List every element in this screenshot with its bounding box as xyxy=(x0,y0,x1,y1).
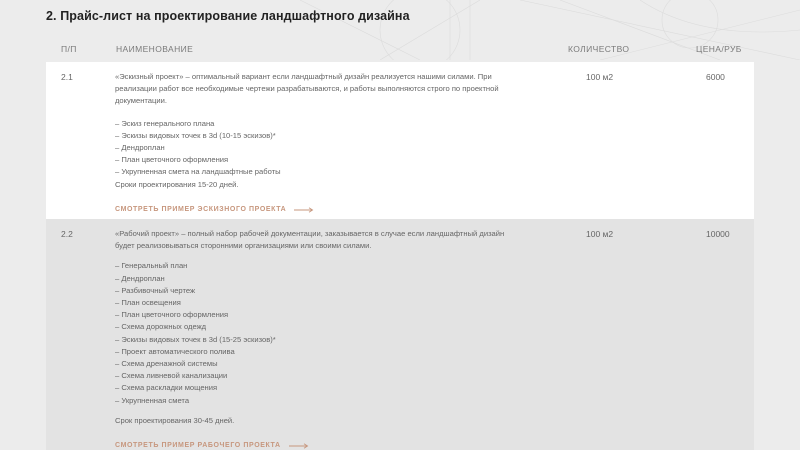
table-row-working-project xyxy=(46,219,754,450)
row-term: Сроки проектирования 15-20 дней. xyxy=(115,179,239,189)
table-row-sketch-project xyxy=(46,62,754,219)
header-name: НАИМЕНОВАНИЕ xyxy=(116,44,194,54)
list-item: – Эскиз генерального плана xyxy=(115,118,215,128)
long-arrow-right-icon xyxy=(289,443,309,449)
row-intro: «Рабочий проект» – полный набор рабочей документации, заказывается в случае если ландшафтный дизайн будет реализовываться сторонними организациями или своими силами. xyxy=(115,229,505,251)
row-items-list xyxy=(115,118,515,179)
view-working-example-link[interactable] xyxy=(115,440,309,450)
row-qty: 100 м2 xyxy=(586,229,614,239)
list-item: – Дендроплан xyxy=(115,143,165,153)
row-description xyxy=(115,71,515,216)
list-item: – Укрупненная смета xyxy=(115,395,190,405)
long-arrow-right-icon xyxy=(294,207,314,213)
list-item: – Схема дренажной системы xyxy=(115,359,218,369)
list-item: – Разбивочный чертеж xyxy=(115,285,196,295)
list-item: – Схема ливневой канализации xyxy=(115,371,228,381)
list-item: – Схема дорожных одежд xyxy=(115,322,207,332)
view-sketch-example-link[interactable] xyxy=(115,204,314,216)
page-title: 2. Прайс-лист на проектирование ландшафтного дизайна xyxy=(46,9,410,23)
list-item: – Эскизы видовых точек в 3d (15-25 эскизов)* xyxy=(115,334,276,344)
link-label: СМОТРЕТЬ ПРИМЕР РАБОЧЕГО ПРОЕКТА xyxy=(115,442,281,450)
header-price: ЦЕНА/РУБ xyxy=(696,44,742,54)
link-label: СМОТРЕТЬ ПРИМЕР ЭСКИЗНОГО ПРОЕКТА xyxy=(115,205,287,213)
row-description xyxy=(115,228,515,450)
row-price: 6000 xyxy=(706,72,725,82)
list-item: – План освещения xyxy=(115,298,181,308)
row-price: 10000 xyxy=(706,229,730,239)
row-items-list xyxy=(115,260,515,406)
list-item: – План цветочного оформления xyxy=(115,310,229,320)
table-header xyxy=(0,38,800,62)
list-item: – Проект автоматического полива xyxy=(115,346,235,356)
list-item: – Схема раскладки мощения xyxy=(115,383,218,393)
list-item: – Укрупненная смета на ландшафтные работы xyxy=(115,167,281,177)
row-intro: «Эскизный проект» – оптимальный вариант если ландшафтный дизайн реализуется нашими силами. При реализации работ все необходимые чертежи разрабатываются, и работы выполняются строго по проектной документации. xyxy=(115,72,499,106)
header-qty: КОЛИЧЕСТВО xyxy=(568,44,630,54)
row-qty: 100 м2 xyxy=(586,72,614,82)
row-num: 2.1 xyxy=(61,72,73,82)
list-item: – Генеральный план xyxy=(115,261,188,271)
row-term: Срок проектирования 30-45 дней. xyxy=(115,415,235,425)
header-num: П/П xyxy=(61,44,77,54)
list-item: – План цветочного оформления xyxy=(115,155,229,165)
list-item: – Дендроплан xyxy=(115,273,165,283)
list-item: – Эскизы видовых точек в 3d (10-15 эскизов)* xyxy=(115,130,276,140)
row-num: 2.2 xyxy=(61,229,73,239)
